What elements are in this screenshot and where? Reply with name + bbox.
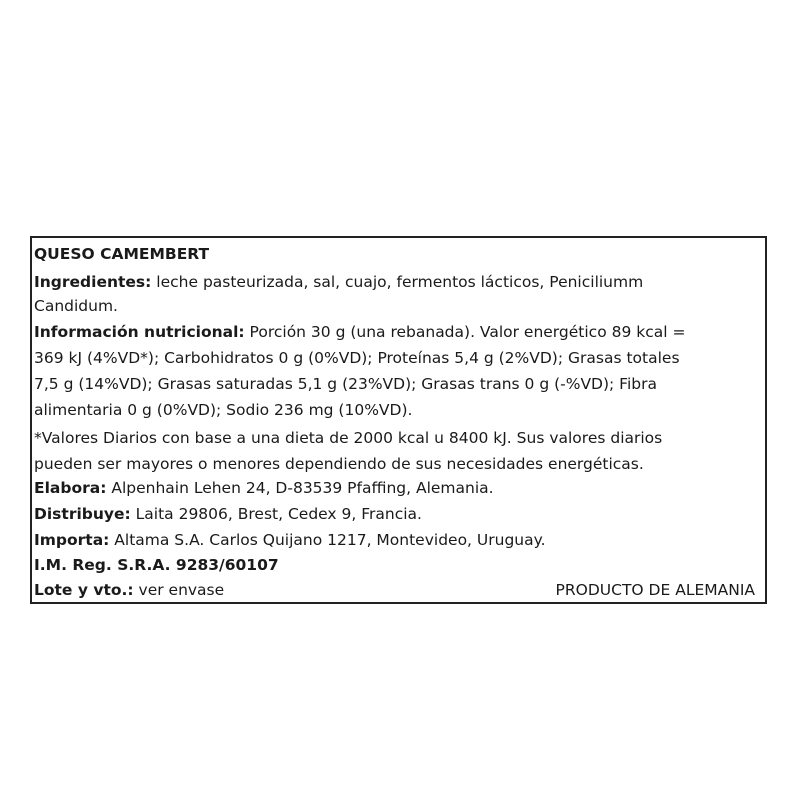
- ingredients-text-2: Candidum.: [34, 297, 118, 315]
- importa-line: [34, 530, 546, 550]
- importa-text: Altama S.A. Carlos Quijano 1217, Montevideo, Uruguay.: [109, 531, 546, 549]
- country-of-origin: PRODUCTO DE ALEMANIA: [555, 581, 755, 599]
- nutrition-text-4: alimentaria 0 g (0%VD); Sodio 236 mg (10%VD).: [34, 401, 413, 419]
- nutrition-text-2: 369 kJ (4%VD*); Carbohidratos 0 g (0%VD); Proteínas 5,4 g (2%VD); Grasas totales: [34, 349, 680, 367]
- elabora-line: [34, 478, 494, 498]
- ingredients-line-1: [34, 272, 643, 292]
- distribuye-text: Laita 29806, Brest, Cedex 9, Francia.: [130, 505, 422, 523]
- registration-number: I.M. Reg. S.R.A. 9283/60107: [34, 556, 279, 574]
- footnote-line-2: pueden ser mayores o menores dependiendo de sus necesidades energéticas.: [34, 455, 644, 473]
- importa-heading: Importa:: [34, 531, 110, 549]
- lote-line: [34, 580, 224, 600]
- distribuye-heading: Distribuye:: [34, 505, 131, 523]
- lote-text: ver envase: [133, 581, 225, 599]
- product-title: QUESO CAMEMBERT: [34, 245, 210, 263]
- nutrition-text-1: Porción 30 g (una rebanada). Valor energético 89 kcal =: [244, 323, 686, 341]
- ingredients-text-1: leche pasteurizada, sal, cuajo, fermentos lácticos, Peniciliumm: [151, 273, 644, 291]
- nutrition-line-1: [34, 322, 685, 342]
- lote-heading: Lote y vto.:: [34, 581, 134, 599]
- footnote-line-1: *Valores Diarios con base a una dieta de 2000 kcal u 8400 kJ. Sus valores diarios: [34, 429, 663, 447]
- nutrition-heading: Información nutricional:: [34, 323, 245, 341]
- nutrition-text-3: 7,5 g (14%VD); Grasas saturadas 5,1 g (23%VD); Grasas trans 0 g (-%VD); Fibra: [34, 375, 657, 393]
- ingredients-heading: Ingredientes:: [34, 273, 152, 291]
- elabora-heading: Elabora:: [34, 479, 107, 497]
- elabora-text: Alpenhain Lehen 24, D-83539 Pfaffing, Alemania.: [106, 479, 494, 497]
- distribuye-line: [34, 504, 422, 524]
